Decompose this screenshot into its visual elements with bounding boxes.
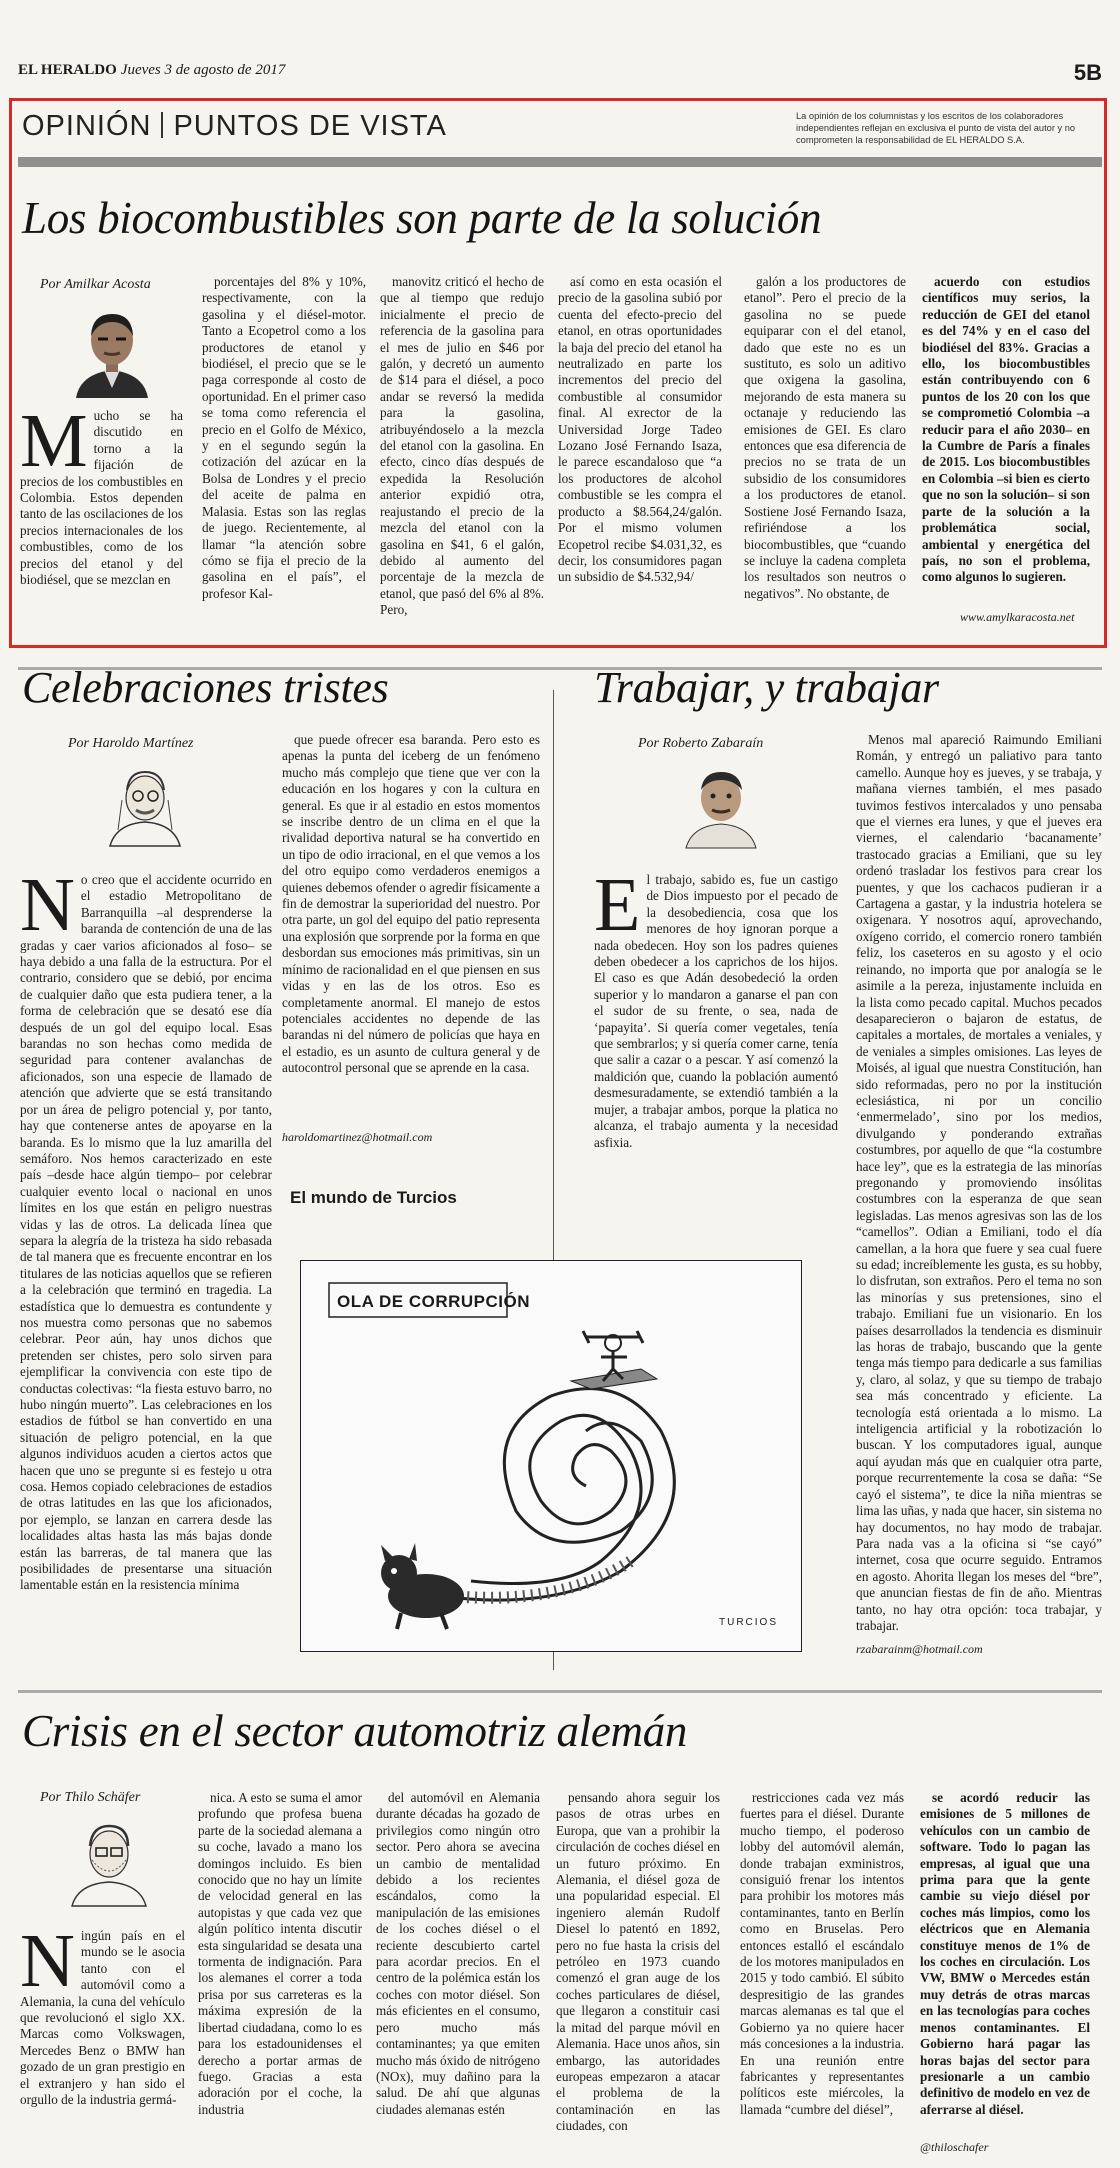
- article1-paragraph: acuerdo con estudios científicos muy serios, la reducción de GEI del etanol es del 74% y en el caso del biodiésel del 83%. Gracias a ello, los biocombustibles están contribuyendo con 6 puntos de los 20 con los que se comprometió Colombia –a reducir para el año 2030– en la Cumbre de París a finales de 2015. Los biocombustibles en Colombia –si bien es cierto que no son la solución– si son parte de la solución a la problemática social, ambiental y energética del país, no son el problema, como algunos lo sugieren.: [922, 274, 1090, 585]
- article1-byline: Por Amilkar Acosta: [40, 277, 151, 292]
- portrait-roberto-icon: [676, 758, 766, 848]
- article4-paragraph: Ningún país en el mundo se le asocia tanto con el automóvil como a Alemania, la cuna del vehículo que revolucionó el siglo XX. Marcas como Volkswagen, Mercedes Benz o BMW han gozado de un gran prestigio en el extranjero y han sido el orgullo de la industria germá-: [20, 1919, 185, 2108]
- page-number: 5B: [1073, 60, 1102, 85]
- portrait-haroldo-icon: [102, 760, 188, 846]
- article3-headline: Trabajar, y trabajar: [594, 663, 939, 712]
- article4-paragraph: del automóvil en Alemania durante décadas ha gozado de privilegios como ningún otro sector. Pero ahora se avecina un cambio de mentalidad debido a los recientes escándalos, como la manipulación de las emisiones de los coches diésel o el reciente descubierto cartel para acordar precios. En el centro de la polémica están los coches con motor diésel. Son más eficientes en el consumo, pero mucho más contaminantes; ya que emiten mucho más óxido de nitrógeno (NOx), muy dañino para la salud. De ahí que algunas ciudades alemanas estén: [376, 1790, 540, 2117]
- article1-column-4: [558, 274, 722, 630]
- article4-column-1: [20, 1919, 185, 2153]
- article4-column-2: [198, 1790, 362, 2153]
- article4-paragraph: pensando ahora seguir los pasos de otras urbes en Europa, que van a prohibir la circulación de coches diésel en un futuro próximo. En Alemania, el diésel goza de una popularidad especial. El ingeniero alemán Rudolf Diesel lo patentó en 1892, pero no fue hasta la crisis del petróleo en 1973 cuando comenzó el gran auge de los coches particulares de diésel, que llegaron a constituir casi la mitad del parque móvil en Alemania. Hace unos años, sin embargo, las autoridades europeas empezaron a atacar el problema de la contaminación en las ciudades, con: [556, 1790, 720, 2134]
- article1-column-6: [922, 274, 1090, 592]
- article3-paragraph: El trabajo, sabido es, fue un castigo de Dios impuesto por el pecado de la desobediencia, cosa que los menores de hoy ignoran porque a nada obedecen. Hoy son los padres quienes deben obedecer a los caprichos de los hijos. El caso es que Adán desobedeció la orden superior y lo mandaron a ganarse el pan con el sudor de su frente, o sea, nada de ‘papayita’. Si quería comer vegetales, tenía que sembrarlos; y si quería comer carne, tenía que salir a cazar o a pescar. Y así comenzó la maldición que, cuando la población aumentó desmesuradamente, se extendió también a la mujer, a trabajar ambos, porque la platica no alcanza, el trabajo aumenta y la necesidad asfixia.: [594, 863, 838, 1150]
- article1-column-1: [20, 399, 183, 630]
- cartoon-illustration: [301, 1261, 801, 1651]
- article4-column-4: [556, 1790, 720, 2153]
- article1-column-3: [380, 274, 544, 630]
- portrait-amilkar-icon: [62, 298, 162, 398]
- cartoon-panel: [300, 1260, 802, 1652]
- article4-column-5: [740, 1790, 904, 2153]
- article3-signature: rzabarainm@hotmail.com: [856, 1642, 983, 1656]
- portrait-thilo-icon: [62, 1812, 156, 1906]
- article4-signature: @thiloschafer: [920, 2140, 989, 2154]
- bottom-separator: [18, 1690, 1102, 1693]
- page-header: [18, 62, 285, 79]
- cartoon-caption: OLA DE CORRUPCIÓN: [337, 1292, 530, 1311]
- section-rule: [18, 157, 1102, 167]
- article2-author-portrait: [102, 760, 188, 846]
- section-title: [22, 110, 447, 143]
- article4-byline: Por Thilo Schäfer: [40, 1790, 141, 1805]
- article3-author-portrait: [676, 758, 766, 848]
- article1-paragraph: porcentajes del 8% y 10%, respectivamente, con la gasolina y el diésel-motor. Tanto a Ecopetrol como a los productores de etanol y biodiésel, el precio que se le paga corresponde al costo de oportunidad. En el primer caso se toma como referencia el precio en el Golfo de México, y en el segundo según la cotización del azúcar en la Bolsa de Londres y el precio del aceite de palma en Malasia. Estas son las reglas de juego. Recientemente, al llamar “la atención sobre cómo se fija el precio de la gasolina en el país”, el profesor Kal-: [202, 274, 366, 601]
- article2-byline: Por Haroldo Martínez: [68, 736, 194, 751]
- article1-column-5: [744, 274, 906, 630]
- article1-signature: www.amylkaracosta.net: [960, 610, 1075, 624]
- article2-paragraph: No creo que el accidente ocurrido en el estadio Metropolitano de Barranquilla –al desprenderse la baranda de contención de una de las gradas y caer varios aficionados al foso– se haya debido a una falla de la estructura. Por el contrario, considero que se debió, por encima de cualquier daño que esta pudiera tener, a la forma de celebración que se desató ese día después de un gol del equipo local. Esas barandas no son hechas como medida de seguridad para contener avalanchas de aficionados, son una especie de llamado de atención que advierte que se está transitando por un área de peligro potencial y, por tanto, hay que contenerse antes de apoyarse en la baranda. Es lo mismo que la luz amarilla del semáforo. Nos hemos caracterizado en este país –desde hace algún tiempo– por celebrar cualquier evento local o nacional en unos límites en los que están en peligro nuestras vidas y las de otros. La delicada línea que separa la alegría de la tristeza ha sido rebasada de tal manera que es frecuente encontrar en los titulares de las noticias aquellos que se refieren a la celebración que terminó en tragedia. La estadística que lo demuestra es contundente y nos muestra como personas que no sabemos celebrar. Peor aún, hay unos dichos que pretenden ser chistes, pero solo sirven para ejemplificar la convivencia con este tipo de conductas colectivas: “la fiesta estuvo barro, no hubo ningún muerto”. Las celebraciones en los estadios de fútbol se han convertido en una situación de peligro potencial, en la que algunos individuos acuden a ciertos actos que hacen que uno se pregunte si es festejo u otra cosa. Hemos copiado celebraciones de estadios de otras latitudes en las que los aficionados, por ejemplo, se lanzan en carrera desde las localidades altas hasta las más bajas donde están las barreras, de tal manera que las posibilidades de presentarse una situación lamentable están en la resistencia mínima: [20, 863, 272, 1593]
- article4-author-portrait: [62, 1812, 156, 1906]
- article3-paragraph: Menos mal apareció Raimundo Emiliani Román, y entregó un paliativo para tanto camello. Aunque hoy es jueves, y se trabaja, y mañana viernes también, el mes pasado tuvimos festivos intercalados y uno pensaba que el viernes era lunes, y que el jueves era viernes, el calendario ‘bacanamente’ trastocado gracias a Emiliani, que su ley ordenó trasladar los festivos para crear los puentes, y que los cachacos pudieran ir a Cartagena a gastar, y la industria hotelera se oxigenara. Y nosotros aquí, aprovechando, oxígeno corrido, el comercio ronero también feliz, los caseteros en su agosto y el ocio reinando, no importa que por analogía se le asimile a la pereza, injustamente incluida en la lista como pecado capital. Muchos pecados desaparecieron o bajaron de estatus, de capitales a mortales, de mortales a veniales, y de veniales a simples omisiones. Las leyes de Moisés, al igual que nuestra Constitución, han sido reformadas, pero no por la institución eclesiástica, ni por un concilio ‘enmermelado’, sino por los medios, divulgando y ponderando extrañas costumbres, por aquello de que “la costumbre hace ley”, que es la estrategia de las minorías pregonando y promoviendo insólitas costumbres con la esperanza de que sean legisladas. Las menos agresivas son las de los “camellos”. Odian a Emiliani, todo el día camellan, a la hora que fuere y sea cual fuere su edad; increíblemente les gusta, es su hobby, lo disfrutan, son extraños. Pero el tema no son las minorías y sus pretensiones, sino el trabajo. Emiliani fue un visionario. En los países desarrollados la tendencia es disminuir las horas de trabajo, buscando que la gente tenga más tiempo para dedicarle a sus familias y, claro, al solaz, y que su tiempo de trabajo sea más concentrado y eficiente. La tecnología está orientada a lo mismo. La inteligencia artificial y la robotización lo buscan. Y los computadores igual, aunque aquí ayudan más que en cualquier otra parte, porque recurrentemente la cosa se daña: “Se cayó el sistema”, te dice la niña mientras se lima las uñas, y nada que hacer, sin sistema no hay documentos, no hay modo de trabajar. Para nada vas a la oficina si “se cayó” internet, cosa que ocurre seguido. Entramos en agosto. Ahorita llegan los meses del “bre”, que anuncian fiestas de fin de año. Mientras tanto, no hay otra opción: toca trabajar, y trabajar.: [856, 732, 1102, 1633]
- section-title-opinion: OPINIÓN: [22, 110, 152, 142]
- article1-paragraph: Mucho se ha discutido en torno a la fijación de precios de los combustibles en Colombia. Estos dependen tanto de las oscilaciones de los precios internacionales de los combustibles, como de los precios del etanol y del biodiésel, que se mezclan en: [20, 399, 183, 588]
- section-disclaimer: La opinión de los columnistas y los escritos de los colaboradores independientes reflejan en exclusiva el punto de vista del autor y no comprometen la responsabilidad de EL HERALDO S.A.: [796, 111, 1076, 145]
- article2-headline: Celebraciones tristes: [22, 663, 389, 712]
- section-title-puntos: PUNTOS DE VISTA: [173, 110, 447, 142]
- article3-byline: Por Roberto Zabaraín: [638, 736, 764, 751]
- cartoon-section-label: El mundo de Turcios: [290, 1188, 457, 1207]
- article2-column-2: [282, 732, 540, 1132]
- article3-column-2: [856, 732, 1102, 1633]
- article1-column-2: [202, 274, 366, 630]
- article1-author-portrait: [62, 298, 162, 398]
- article4-paragraph: nica. A esto se suma el amor profundo que profesa buena parte de la sociedad alemana a su coche, lavado a mano los domingos incluido. Es bien conocido que no hay un límite de velocidad general en las autopistas y que cada vez que algún político intenta discutir esta singularidad se desata una tormenta de indignación. Para los alemanes el correr a toda prisa por sus carreteras es la máxima expresión de la libertad ciudadana, como lo es para los estadounidenses el derecho a portar armas de fuego. Gracias a esta adoración por el coche, la industria: [198, 1790, 362, 2117]
- article1-paragraph: manovitz criticó el hecho de que al tiempo que redujo inicialmente el precio de referencia de la gasolina para el mes de julio en $46 por galón, y decretó un aumento de $14 para el diésel, a poco andar se reversó la medida para la gasolina, atribuyéndoselo a la mezcla del etanol con la gasolina. En efecto, cinco días después de expedida la Resolución anterior expidió otra, reajustando el precio de la mezcla del etanol con la gasolina en $41, 6 el galón, debido al aumento del porcentaje de la mezcla de etanol, que pasó del 6% al 8%. Pero,: [380, 274, 544, 618]
- article3-column-1: [594, 863, 838, 1162]
- article1-paragraph: galón a los productores de etanol”. Pero el precio de la gasolina no se puede equiparar con el del etanol, dado que este no es un sustituto, es solo un aditivo que oxigena la gasolina, mejorando de esta manera su octanaje y reduciendo las emisiones de GEI. Es claro entonces que esa diferencia de precios no se trata de un subsidio de los consumidores a los productores de etanol. Sostiene José Fernando Isaza, refiriéndose a los biocombustibles, que “cuando se incluye la cadena completa los resultados son neutros o negativos”. No obstante, de: [744, 274, 906, 601]
- article4-column-6: [920, 1790, 1090, 2130]
- cartoon-signature: TURCIOS: [719, 1617, 778, 1628]
- article1-headline: Los biocombustibles son parte de la solución: [22, 193, 822, 243]
- article2-signature: haroldomartinez@hotmail.com: [282, 1130, 433, 1144]
- article4-headline: Crisis en el sector automotriz alemán: [22, 1706, 688, 1756]
- article4-paragraph: restricciones cada vez más fuertes para el diésel. Durante mucho tiempo, el poderoso lobby del automóvil alemán, donde trabajan exministros, consiguió frenar los intentos para prohibir los motores más contaminantes, tanto en Berlín como en Bruselas. Pero entonces estalló el escándalo de los motores manipulados en 2015 y todo cambió. El súbito despresitigio de las grandes marcas alemanas es tal que el Gobierno ya no quiere hacer más concesiones a la industria. En una reunión entre fabricantes y representantes políticos este miércoles, la llamada “cumbre del diésel”,: [740, 1790, 904, 2117]
- article1-paragraph: así como en esta ocasión el precio de la gasolina subió por cuenta del efecto-precio del etanol, en otras oportunidades la baja del precio del etanol ha neutralizado en parte los incrementos del precio del combustible al consumidor final. Al exrector de la Universidad Jorge Tadeo Lozano José Fernando Isaza, le parece escandaloso que “a los productores de alcohol combustible se les compra el producto a $8.564,24/galón. Por el mismo volumen Ecopetrol recibe $4.031,32, es decir, los consumidores pagan un subsidio de $4.532,94/: [558, 274, 722, 585]
- article2-paragraph: que puede ofrecer esa baranda. Pero esto es apenas la punta del iceberg de un fenómeno mucho más complejo que tiene que ver con la educación en los hogares y con la cultura en general. Es que ir al estadio en estos momentos se inscribe dentro de un clima en el que la rivalidad deportiva natural se ha convertido en un tipo de odio irracional, en el que vemos a los del otro equipo como verdaderos enemigos a quienes debemos ofender o agredir físicamente a fin de demostrar la superioridad del nuestro. Por otra parte, un gol del equipo del patio representa una explosión que sorprende por la forma en que desbordan sus emociones más primitivas, sin un mínimo de racionalidad en el que piensen en sus vidas y en las de los otros. Eso es completamente anormal. El manejo de estos potenciales accidentes no depende de las barandas ni del número de policías que haya en el estadio, es un asunto de cultura general y de autocontrol personal que se aprende en la casa.: [282, 732, 540, 1076]
- issue-date: Jueves 3 de agosto de 2017: [120, 62, 286, 78]
- article4-column-3: [376, 1790, 540, 2153]
- article4-paragraph: se acordó reducir las emisiones de 5 millones de vehículos con un cambio de software. Todo lo pagan las empresas, al igual que una prima para que la gente cambie su viejo diésel por coches más limpios, como los eléctricos que en Alemania constituye menos de 1% de los coches en circulación. Los VW, BMW o Mercedes están muy detrás de otras marcas en las tecnologías para coches menos contaminantes. El Gobierno hará pagar las horas bajas del sector para presionarle a un cambio definitivo de modelo en vez de aferrarse al diésel.: [920, 1790, 1090, 2117]
- section-title-divider: [161, 112, 163, 138]
- newspaper-name: EL HERALDO: [18, 62, 117, 78]
